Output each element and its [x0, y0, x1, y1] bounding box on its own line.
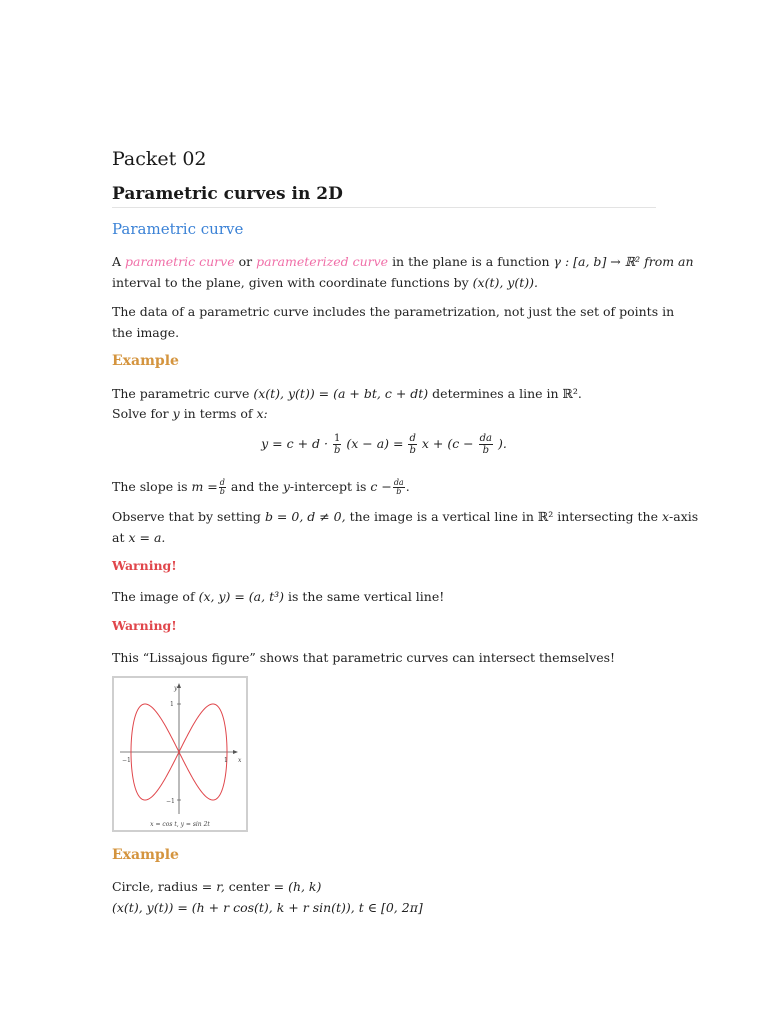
warn1-math: (x, y) = (a, t³)	[198, 589, 284, 604]
x-axis-label: x	[238, 757, 242, 764]
frac3-num: da	[479, 433, 493, 444]
ex1-line1-pre: The parametric curve	[112, 386, 250, 401]
def-word-a: A	[112, 254, 122, 269]
paragraph-data-line-2: the image.	[112, 325, 180, 340]
slope-c: c −	[370, 479, 392, 494]
warn1-pre: The image of	[112, 589, 195, 604]
section-divider	[112, 207, 656, 208]
observe-pre: Observe that by setting	[112, 509, 261, 524]
observe-mid: the image is a vertical line in ℝ² intersecting the	[349, 509, 658, 524]
lissajous-text: This “Lissajous figure” shows that parametric curves can intersect themselves!	[112, 650, 616, 665]
ex1-line1-post: determines a line in ℝ².	[432, 386, 582, 401]
slope-mid2: -intercept is	[289, 479, 367, 494]
fraction-1-over-b	[333, 433, 341, 456]
circle-line-1	[112, 877, 321, 897]
intercept-frac-den: b	[396, 487, 402, 496]
def-gamma-math: γ : [a, b] → ℝ² from an	[553, 254, 694, 269]
frac2-num: d	[409, 433, 416, 444]
y-axis-label: y	[174, 685, 178, 692]
y-axis-arrow	[177, 683, 181, 688]
def-line-2-text: interval to the plane, given with coordinate functions by	[112, 275, 469, 290]
lissajous-plot	[114, 678, 246, 830]
warning-heading-1: Warning!	[112, 558, 177, 573]
def-word-or: or	[238, 254, 253, 269]
circle-mid: center =	[228, 879, 285, 894]
slope-line	[112, 477, 410, 497]
circle-line-2: (x(t), y(t)) = (h + r cos(t), k + r sin(t)), t ∈ [0, 2π]	[112, 900, 423, 915]
slope-end: .	[405, 479, 410, 494]
ex1-line2-pre: Solve for	[112, 406, 169, 421]
section-title: Parametric curves in 2D	[112, 184, 343, 204]
intercept-frac-num: da	[393, 478, 404, 487]
def-rest: in the plane is a function	[392, 254, 550, 269]
ex1-line1-math: (x(t), y(t)) = (a + bt, c + dt)	[253, 386, 429, 401]
definition-line-1	[112, 252, 694, 272]
subsection-title: Parametric curve	[112, 220, 244, 238]
ex1-line2-y: y	[172, 406, 180, 421]
display-part-a: y = c + d ·	[261, 436, 328, 451]
tick-label-y-pos: 1	[170, 701, 174, 708]
term-parametric-curve: parametric curve	[125, 254, 235, 269]
x-axis-arrow	[233, 750, 238, 754]
packet-title: Packet 02	[112, 148, 207, 170]
ex1-line2-x: x:	[256, 406, 268, 421]
display-part-b: (x − a) =	[346, 436, 404, 451]
example1-line-1	[112, 384, 582, 404]
frac2-den: b	[409, 445, 416, 456]
display-equation	[112, 433, 656, 456]
circle-r: r,	[216, 879, 225, 894]
observe-end: -axis	[669, 509, 699, 524]
tick-label-x-neg: −1	[122, 757, 131, 764]
observe-math: b = 0, d ≠ 0,	[264, 509, 346, 524]
observe-x: x	[661, 509, 670, 524]
display-part-c: x + (c −	[421, 436, 474, 451]
slope-frac-den: b	[219, 487, 225, 496]
slope-frac-num: d	[219, 478, 225, 487]
warn1-post: is the same vertical line!	[287, 589, 445, 604]
fraction-d-over-b	[408, 433, 416, 456]
ex1-line2-mid: in terms of	[183, 406, 253, 421]
observe-line2-pre: at	[112, 530, 125, 545]
slope-pre: The slope is	[112, 479, 188, 494]
observe-line2-math: x = a.	[128, 530, 166, 545]
circle-pre: Circle, radius =	[112, 879, 213, 894]
frac1-den: b	[333, 445, 341, 456]
def-coords-math: (x(t), y(t)).	[472, 275, 538, 290]
definition-line-2	[112, 273, 538, 293]
example-heading-1: Example	[112, 353, 179, 369]
tick-label-x-pos: 1	[224, 757, 228, 764]
frac1-num: 1	[333, 433, 341, 444]
warning-heading-2: Warning!	[112, 618, 177, 633]
fraction-da-over-b	[479, 433, 493, 456]
slope-y: y	[282, 479, 290, 494]
term-parameterized-curve: parameterized curve	[256, 254, 389, 269]
example1-line-2	[112, 404, 268, 424]
slope-mid: and the	[230, 479, 279, 494]
figure-caption: x = cos t, y = sin 2t	[150, 821, 210, 828]
circle-hk: (h, k)	[288, 879, 322, 894]
observe-line-2	[112, 528, 165, 548]
tick-label-y-neg: −1	[166, 798, 175, 805]
slope-m: m =	[191, 479, 218, 494]
lissajous-figure	[112, 676, 248, 832]
warning1-text	[112, 587, 444, 607]
example-heading-2: Example	[112, 847, 179, 863]
observe-line-1	[112, 507, 698, 527]
intercept-fraction	[393, 479, 405, 496]
paragraph-data-line-1: The data of a parametric curve includes the parametrization, not just the set of points in	[112, 304, 675, 319]
display-part-d: ).	[498, 436, 507, 451]
frac3-den: b	[482, 445, 490, 456]
slope-fraction	[219, 479, 226, 496]
